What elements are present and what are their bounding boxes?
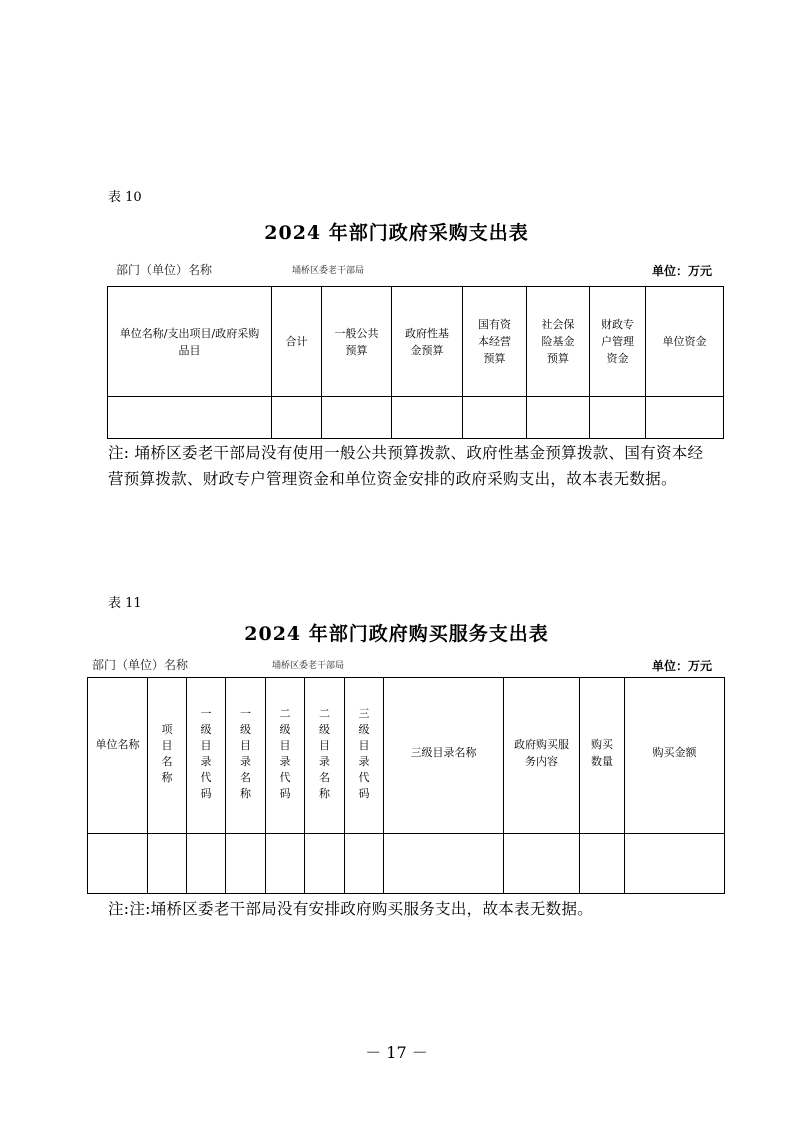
table11-header-project-name: 项目名称 [148, 678, 187, 834]
table11-cell [266, 834, 305, 894]
table10-unit: 单位：万元 [652, 264, 713, 278]
table11-cell [345, 834, 384, 894]
table10-cell [527, 397, 590, 439]
table11-grid [87, 677, 725, 894]
table10-cell [272, 397, 322, 439]
table10-header-unit-funds: 单位资金 [646, 287, 724, 397]
table11-header-level3-name: 三级目录名称 [384, 678, 504, 834]
table11-cell [148, 834, 187, 894]
table11-cell [88, 834, 148, 894]
table10-dept-name: 埇桥区委老干部局 [292, 266, 365, 276]
table11-header-unit-name: 单位名称 [88, 678, 148, 834]
table11-cell [625, 834, 725, 894]
table11-label: 表 11 [108, 596, 142, 611]
table10-header-unit-name: 单位名称/支出项目/政府采购品目 [108, 287, 272, 397]
table11-header-amount: 购买金额 [625, 678, 725, 834]
table10-header-state-capital: 国有资本经营预算 [463, 287, 527, 397]
table10-header-row [108, 287, 724, 397]
table10-cell [108, 397, 272, 439]
table10-label: 表 10 [108, 190, 142, 205]
table11-unit: 单位：万元 [652, 659, 713, 673]
table10-header-special-account: 财政专户管理资金 [590, 287, 646, 397]
page-number: － 17 － [365, 1043, 428, 1062]
table10-cell [392, 397, 463, 439]
table10-header-general-budget: 一般公共预算 [322, 287, 392, 397]
table11-cell [187, 834, 226, 894]
table11-header-level1-code: 一级目录代码 [187, 678, 226, 834]
table10-grid [107, 286, 724, 439]
table10-title: 2024 年部门政府采购支出表 [264, 222, 529, 244]
table11-note: 注:注:埇桥区委老干部局没有安排政府购买服务支出，故本表无数据。 [108, 900, 594, 918]
table11-cell [226, 834, 266, 894]
table11-dept-name: 埇桥区委老干部局 [272, 661, 345, 671]
table10-header-total: 合计 [272, 287, 322, 397]
table10-cell [590, 397, 646, 439]
table10-header-social-insurance: 社会保险基金预算 [527, 287, 590, 397]
table11-header-level3-code: 三级目录代码 [345, 678, 384, 834]
table11-title: 2024 年部门政府购买服务支出表 [244, 623, 549, 645]
table11-header-level2-name: 二级目录名称 [305, 678, 345, 834]
table11-header-quantity: 购买数量 [580, 678, 625, 834]
table10-cell [463, 397, 527, 439]
table11-header-row [88, 678, 725, 834]
table10-header-fund-budget: 政府性基金预算 [392, 287, 463, 397]
table11-cell [580, 834, 625, 894]
table11-header-level1-name: 一级目录名称 [226, 678, 266, 834]
table10-note: 注: 埇桥区委老干部局没有使用一般公共预算拨款、政府性基金预算拨款、国有资本经营预算拨款、财政专户管理资金和单位资金安排的政府采购支出，故本表无数据。 [108, 444, 704, 488]
table11-cell [504, 834, 580, 894]
table11-header-level2-code: 二级目录代码 [266, 678, 305, 834]
table10-dept-label: 部门（单位）名称 [116, 263, 213, 277]
table10-cell [322, 397, 392, 439]
table-row [108, 397, 724, 439]
table11-header-service-content: 政府购买服务内容 [504, 678, 580, 834]
table11-cell [305, 834, 345, 894]
table11-cell [384, 834, 504, 894]
table-row [88, 834, 725, 894]
table10-cell [646, 397, 724, 439]
table11-dept-label: 部门（单位）名称 [92, 658, 189, 672]
